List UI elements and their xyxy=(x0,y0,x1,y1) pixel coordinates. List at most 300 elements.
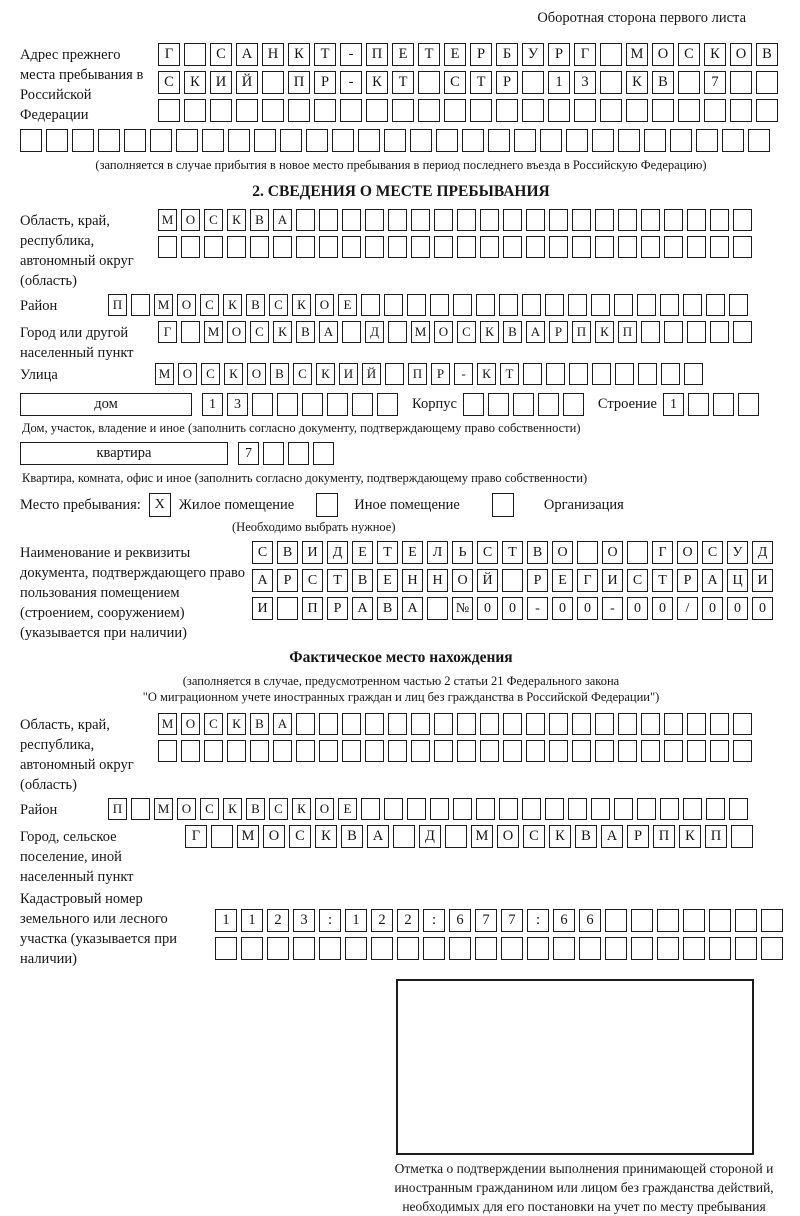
char-box[interactable]: Т xyxy=(327,569,348,592)
char-box[interactable] xyxy=(592,129,614,152)
char-box[interactable]: В xyxy=(250,713,269,735)
char-box[interactable] xyxy=(756,99,778,122)
char-box[interactable]: Ц xyxy=(727,569,748,592)
char-box[interactable] xyxy=(710,236,729,258)
char-box[interactable] xyxy=(577,541,598,564)
char-box[interactable]: 6 xyxy=(553,909,575,932)
char-box[interactable]: С xyxy=(457,321,476,343)
char-box[interactable] xyxy=(670,129,692,152)
char-box[interactable] xyxy=(365,236,384,258)
char-box[interactable] xyxy=(574,99,596,122)
char-box[interactable] xyxy=(522,294,541,316)
char-box[interactable] xyxy=(664,236,683,258)
char-box[interactable] xyxy=(553,937,575,960)
char-box[interactable]: М xyxy=(204,321,223,343)
char-box[interactable]: А xyxy=(601,825,623,848)
char-box[interactable] xyxy=(664,209,683,231)
char-box[interactable] xyxy=(457,209,476,231)
char-box[interactable] xyxy=(176,129,198,152)
char-box[interactable] xyxy=(549,209,568,231)
char-box[interactable] xyxy=(637,294,656,316)
char-box[interactable]: К xyxy=(679,825,701,848)
char-box[interactable] xyxy=(480,740,499,762)
char-box[interactable] xyxy=(591,294,610,316)
char-box[interactable] xyxy=(496,99,518,122)
char-box[interactable] xyxy=(709,937,731,960)
char-box[interactable] xyxy=(595,236,614,258)
char-box[interactable]: Р xyxy=(314,71,336,94)
char-box[interactable] xyxy=(352,393,373,416)
char-box[interactable] xyxy=(710,321,729,343)
char-box[interactable]: - xyxy=(454,363,473,385)
char-box[interactable] xyxy=(568,798,587,820)
char-box[interactable] xyxy=(371,937,393,960)
char-box[interactable]: П xyxy=(366,43,388,66)
char-box[interactable]: К xyxy=(480,321,499,343)
char-box[interactable]: С xyxy=(204,209,223,231)
char-box[interactable]: Л xyxy=(427,541,448,564)
char-box[interactable] xyxy=(184,43,206,66)
char-box[interactable]: : xyxy=(319,909,341,932)
char-box[interactable] xyxy=(618,129,640,152)
char-box[interactable]: М xyxy=(154,294,173,316)
char-box[interactable] xyxy=(411,236,430,258)
char-box[interactable] xyxy=(729,294,748,316)
char-box[interactable] xyxy=(522,99,544,122)
char-box[interactable]: П xyxy=(108,294,127,316)
char-box[interactable]: С xyxy=(250,321,269,343)
char-box[interactable]: А xyxy=(702,569,723,592)
char-box[interactable]: С xyxy=(289,825,311,848)
char-box[interactable] xyxy=(273,236,292,258)
char-box[interactable] xyxy=(641,321,660,343)
char-box[interactable] xyxy=(158,740,177,762)
char-box[interactable] xyxy=(314,99,336,122)
char-box[interactable]: Б xyxy=(496,43,518,66)
char-box[interactable] xyxy=(410,129,432,152)
char-box[interactable]: Е xyxy=(377,569,398,592)
char-box[interactable]: Д xyxy=(327,541,348,564)
char-box[interactable] xyxy=(20,129,42,152)
char-box[interactable]: Е xyxy=(444,43,466,66)
char-box[interactable]: 3 xyxy=(293,909,315,932)
char-box[interactable]: Н xyxy=(262,43,284,66)
char-box[interactable] xyxy=(503,740,522,762)
char-box[interactable] xyxy=(46,129,68,152)
char-box[interactable]: Г xyxy=(652,541,673,564)
house-box[interactable]: дом xyxy=(20,393,192,416)
char-box[interactable] xyxy=(687,740,706,762)
char-box[interactable] xyxy=(288,99,310,122)
char-box[interactable] xyxy=(644,129,666,152)
checkbox-organization[interactable] xyxy=(492,493,514,517)
char-box[interactable]: В xyxy=(341,825,363,848)
char-box[interactable]: : xyxy=(527,909,549,932)
char-box[interactable]: К xyxy=(366,71,388,94)
char-box[interactable]: Д xyxy=(419,825,441,848)
char-box[interactable] xyxy=(638,363,657,385)
char-box[interactable] xyxy=(627,541,648,564)
char-box[interactable]: 7 xyxy=(475,909,497,932)
char-box[interactable] xyxy=(572,236,591,258)
char-box[interactable]: К xyxy=(224,363,243,385)
apartment-box[interactable]: квартира xyxy=(20,442,228,465)
char-box[interactable] xyxy=(687,713,706,735)
char-box[interactable] xyxy=(296,209,315,231)
char-box[interactable]: О xyxy=(247,363,266,385)
char-box[interactable] xyxy=(462,129,484,152)
char-box[interactable] xyxy=(131,798,150,820)
char-box[interactable]: 1 xyxy=(345,909,367,932)
char-box[interactable]: И xyxy=(602,569,623,592)
char-box[interactable]: А xyxy=(273,713,292,735)
char-box[interactable] xyxy=(342,209,361,231)
char-box[interactable] xyxy=(361,798,380,820)
char-box[interactable] xyxy=(215,937,237,960)
char-box[interactable]: 6 xyxy=(449,909,471,932)
char-box[interactable] xyxy=(427,597,448,620)
char-box[interactable] xyxy=(566,129,588,152)
char-box[interactable]: И xyxy=(302,541,323,564)
char-box[interactable] xyxy=(600,43,622,66)
char-box[interactable]: С xyxy=(210,43,232,66)
char-box[interactable] xyxy=(430,798,449,820)
char-box[interactable]: Е xyxy=(552,569,573,592)
char-box[interactable]: К xyxy=(273,321,292,343)
char-box[interactable]: М xyxy=(158,209,177,231)
char-box[interactable]: М xyxy=(411,321,430,343)
char-box[interactable] xyxy=(393,825,415,848)
char-box[interactable] xyxy=(377,393,398,416)
char-box[interactable]: Д xyxy=(365,321,384,343)
char-box[interactable] xyxy=(423,937,445,960)
char-box[interactable]: О xyxy=(602,541,623,564)
char-box[interactable]: А xyxy=(352,597,373,620)
char-box[interactable]: О xyxy=(177,798,196,820)
char-box[interactable] xyxy=(418,71,440,94)
char-box[interactable] xyxy=(605,909,627,932)
char-box[interactable]: В xyxy=(246,798,265,820)
char-box[interactable]: С xyxy=(204,713,223,735)
char-box[interactable]: Р xyxy=(677,569,698,592)
char-box[interactable]: С xyxy=(627,569,648,592)
char-box[interactable]: Й xyxy=(236,71,258,94)
char-box[interactable] xyxy=(293,937,315,960)
char-box[interactable] xyxy=(499,798,518,820)
char-box[interactable] xyxy=(254,129,276,152)
char-box[interactable]: 1 xyxy=(215,909,237,932)
char-box[interactable]: 0 xyxy=(652,597,673,620)
char-box[interactable] xyxy=(657,937,679,960)
char-box[interactable]: 1 xyxy=(548,71,570,94)
char-box[interactable]: 2 xyxy=(397,909,419,932)
char-box[interactable]: Т xyxy=(377,541,398,564)
char-box[interactable] xyxy=(526,740,545,762)
char-box[interactable]: Т xyxy=(392,71,414,94)
char-box[interactable] xyxy=(631,937,653,960)
char-box[interactable] xyxy=(563,393,584,416)
char-box[interactable]: С xyxy=(252,541,273,564)
char-box[interactable]: В xyxy=(296,321,315,343)
char-box[interactable]: С xyxy=(678,43,700,66)
char-box[interactable] xyxy=(652,99,674,122)
char-box[interactable]: 0 xyxy=(577,597,598,620)
char-box[interactable]: Т xyxy=(314,43,336,66)
char-box[interactable] xyxy=(384,294,403,316)
char-box[interactable] xyxy=(411,209,430,231)
char-box[interactable] xyxy=(480,209,499,231)
char-box[interactable]: В xyxy=(250,209,269,231)
char-box[interactable]: Н xyxy=(402,569,423,592)
char-box[interactable] xyxy=(204,740,223,762)
char-box[interactable] xyxy=(358,129,380,152)
char-box[interactable]: А xyxy=(526,321,545,343)
char-box[interactable]: К xyxy=(626,71,648,94)
char-box[interactable] xyxy=(572,713,591,735)
char-box[interactable] xyxy=(250,740,269,762)
char-box[interactable] xyxy=(480,713,499,735)
char-box[interactable] xyxy=(618,713,637,735)
char-box[interactable] xyxy=(549,740,568,762)
char-box[interactable] xyxy=(615,363,634,385)
char-box[interactable] xyxy=(546,363,565,385)
char-box[interactable] xyxy=(683,798,702,820)
char-box[interactable]: О xyxy=(181,209,200,231)
char-box[interactable]: О xyxy=(452,569,473,592)
char-box[interactable] xyxy=(731,825,753,848)
char-box[interactable] xyxy=(735,909,757,932)
char-box[interactable] xyxy=(296,713,315,735)
char-box[interactable] xyxy=(706,294,725,316)
char-box[interactable]: А xyxy=(367,825,389,848)
char-box[interactable]: О xyxy=(315,294,334,316)
char-box[interactable] xyxy=(434,713,453,735)
char-box[interactable] xyxy=(513,393,534,416)
char-box[interactable]: Р xyxy=(549,321,568,343)
char-box[interactable]: П xyxy=(572,321,591,343)
char-box[interactable] xyxy=(595,209,614,231)
char-box[interactable] xyxy=(181,236,200,258)
char-box[interactable] xyxy=(687,209,706,231)
char-box[interactable] xyxy=(204,236,223,258)
char-box[interactable] xyxy=(618,740,637,762)
char-box[interactable]: П xyxy=(705,825,727,848)
char-box[interactable]: С xyxy=(200,294,219,316)
char-box[interactable] xyxy=(730,99,752,122)
char-box[interactable] xyxy=(445,825,467,848)
char-box[interactable]: О xyxy=(177,294,196,316)
char-box[interactable] xyxy=(273,740,292,762)
char-box[interactable] xyxy=(98,129,120,152)
char-box[interactable]: 0 xyxy=(727,597,748,620)
char-box[interactable]: С xyxy=(269,798,288,820)
char-box[interactable]: К xyxy=(288,43,310,66)
checkbox-other-premises[interactable] xyxy=(316,493,338,517)
char-box[interactable] xyxy=(523,363,542,385)
char-box[interactable] xyxy=(241,937,263,960)
char-box[interactable] xyxy=(733,236,752,258)
char-box[interactable] xyxy=(280,129,302,152)
char-box[interactable] xyxy=(211,825,233,848)
char-box[interactable]: П xyxy=(408,363,427,385)
char-box[interactable] xyxy=(342,236,361,258)
char-box[interactable] xyxy=(600,99,622,122)
char-box[interactable] xyxy=(683,909,705,932)
char-box[interactable] xyxy=(476,798,495,820)
char-box[interactable]: № xyxy=(452,597,473,620)
char-box[interactable]: С xyxy=(158,71,180,94)
char-box[interactable]: К xyxy=(223,294,242,316)
char-box[interactable] xyxy=(327,393,348,416)
char-box[interactable] xyxy=(526,713,545,735)
char-box[interactable] xyxy=(641,713,660,735)
char-box[interactable]: И xyxy=(339,363,358,385)
char-box[interactable]: В xyxy=(352,569,373,592)
char-box[interactable]: А xyxy=(252,569,273,592)
char-box[interactable] xyxy=(319,713,338,735)
char-box[interactable] xyxy=(631,909,653,932)
char-box[interactable] xyxy=(302,393,323,416)
char-box[interactable]: Т xyxy=(502,541,523,564)
char-box[interactable] xyxy=(733,740,752,762)
char-box[interactable] xyxy=(436,129,458,152)
char-box[interactable] xyxy=(262,99,284,122)
char-box[interactable] xyxy=(411,713,430,735)
char-box[interactable] xyxy=(733,321,752,343)
char-box[interactable] xyxy=(600,71,622,94)
char-box[interactable] xyxy=(184,99,206,122)
char-box[interactable] xyxy=(236,99,258,122)
char-box[interactable] xyxy=(678,99,700,122)
char-box[interactable]: К xyxy=(477,363,496,385)
char-box[interactable] xyxy=(595,740,614,762)
char-box[interactable] xyxy=(263,442,284,465)
char-box[interactable]: / xyxy=(677,597,698,620)
char-box[interactable]: Е xyxy=(402,541,423,564)
char-box[interactable]: К xyxy=(315,825,337,848)
char-box[interactable]: - xyxy=(340,43,362,66)
char-box[interactable]: 1 xyxy=(663,393,684,416)
char-box[interactable] xyxy=(688,393,709,416)
char-box[interactable] xyxy=(296,236,315,258)
char-box[interactable] xyxy=(388,209,407,231)
char-box[interactable]: 6 xyxy=(579,909,601,932)
char-box[interactable] xyxy=(664,321,683,343)
char-box[interactable] xyxy=(503,713,522,735)
char-box[interactable] xyxy=(684,363,703,385)
char-box[interactable]: - xyxy=(602,597,623,620)
char-box[interactable]: О xyxy=(730,43,752,66)
char-box[interactable]: О xyxy=(181,713,200,735)
char-box[interactable] xyxy=(444,99,466,122)
char-box[interactable] xyxy=(418,99,440,122)
char-box[interactable] xyxy=(388,236,407,258)
char-box[interactable] xyxy=(288,442,309,465)
char-box[interactable] xyxy=(228,129,250,152)
char-box[interactable] xyxy=(618,236,637,258)
char-box[interactable] xyxy=(181,740,200,762)
char-box[interactable]: Р xyxy=(627,825,649,848)
char-box[interactable]: 2 xyxy=(267,909,289,932)
char-box[interactable]: - xyxy=(527,597,548,620)
char-box[interactable]: В xyxy=(270,363,289,385)
char-box[interactable] xyxy=(501,937,523,960)
char-box[interactable]: С xyxy=(201,363,220,385)
char-box[interactable]: М xyxy=(154,798,173,820)
char-box[interactable] xyxy=(277,597,298,620)
char-box[interactable]: В xyxy=(756,43,778,66)
char-box[interactable]: 1 xyxy=(241,909,263,932)
char-box[interactable] xyxy=(250,236,269,258)
char-box[interactable]: Р xyxy=(527,569,548,592)
char-box[interactable] xyxy=(385,363,404,385)
char-box[interactable] xyxy=(296,740,315,762)
char-box[interactable] xyxy=(722,129,744,152)
checkbox-residential[interactable]: X xyxy=(149,493,171,517)
char-box[interactable] xyxy=(365,713,384,735)
char-box[interactable]: Е xyxy=(392,43,414,66)
char-box[interactable]: У xyxy=(727,541,748,564)
char-box[interactable] xyxy=(384,129,406,152)
char-box[interactable] xyxy=(124,129,146,152)
char-box[interactable] xyxy=(545,798,564,820)
char-box[interactable]: С xyxy=(302,569,323,592)
char-box[interactable]: С xyxy=(200,798,219,820)
char-box[interactable]: 2 xyxy=(371,909,393,932)
char-box[interactable] xyxy=(641,209,660,231)
char-box[interactable] xyxy=(342,740,361,762)
char-box[interactable]: В xyxy=(277,541,298,564)
char-box[interactable]: П xyxy=(618,321,637,343)
char-box[interactable]: М xyxy=(626,43,648,66)
char-box[interactable] xyxy=(181,321,200,343)
char-box[interactable] xyxy=(457,740,476,762)
char-box[interactable]: С xyxy=(702,541,723,564)
char-box[interactable]: Й xyxy=(362,363,381,385)
char-box[interactable]: В xyxy=(377,597,398,620)
char-box[interactable]: Г xyxy=(158,43,180,66)
char-box[interactable] xyxy=(407,294,426,316)
char-box[interactable] xyxy=(361,294,380,316)
char-box[interactable] xyxy=(522,71,544,94)
char-box[interactable] xyxy=(540,129,562,152)
char-box[interactable] xyxy=(595,713,614,735)
char-box[interactable] xyxy=(158,236,177,258)
char-box[interactable] xyxy=(710,740,729,762)
char-box[interactable]: К xyxy=(704,43,726,66)
char-box[interactable] xyxy=(733,209,752,231)
char-box[interactable] xyxy=(262,71,284,94)
char-box[interactable] xyxy=(430,294,449,316)
char-box[interactable] xyxy=(463,393,484,416)
char-box[interactable] xyxy=(545,294,564,316)
char-box[interactable] xyxy=(527,937,549,960)
char-box[interactable]: 0 xyxy=(477,597,498,620)
char-box[interactable]: С xyxy=(293,363,312,385)
char-box[interactable]: О xyxy=(178,363,197,385)
char-box[interactable]: К xyxy=(227,209,246,231)
char-box[interactable] xyxy=(453,294,472,316)
char-box[interactable] xyxy=(748,129,770,152)
char-box[interactable]: 0 xyxy=(552,597,573,620)
char-box[interactable] xyxy=(660,798,679,820)
char-box[interactable]: Ь xyxy=(452,541,473,564)
char-box[interactable]: М xyxy=(471,825,493,848)
char-box[interactable] xyxy=(267,937,289,960)
char-box[interactable] xyxy=(591,798,610,820)
char-box[interactable] xyxy=(502,569,523,592)
char-box[interactable] xyxy=(661,363,680,385)
